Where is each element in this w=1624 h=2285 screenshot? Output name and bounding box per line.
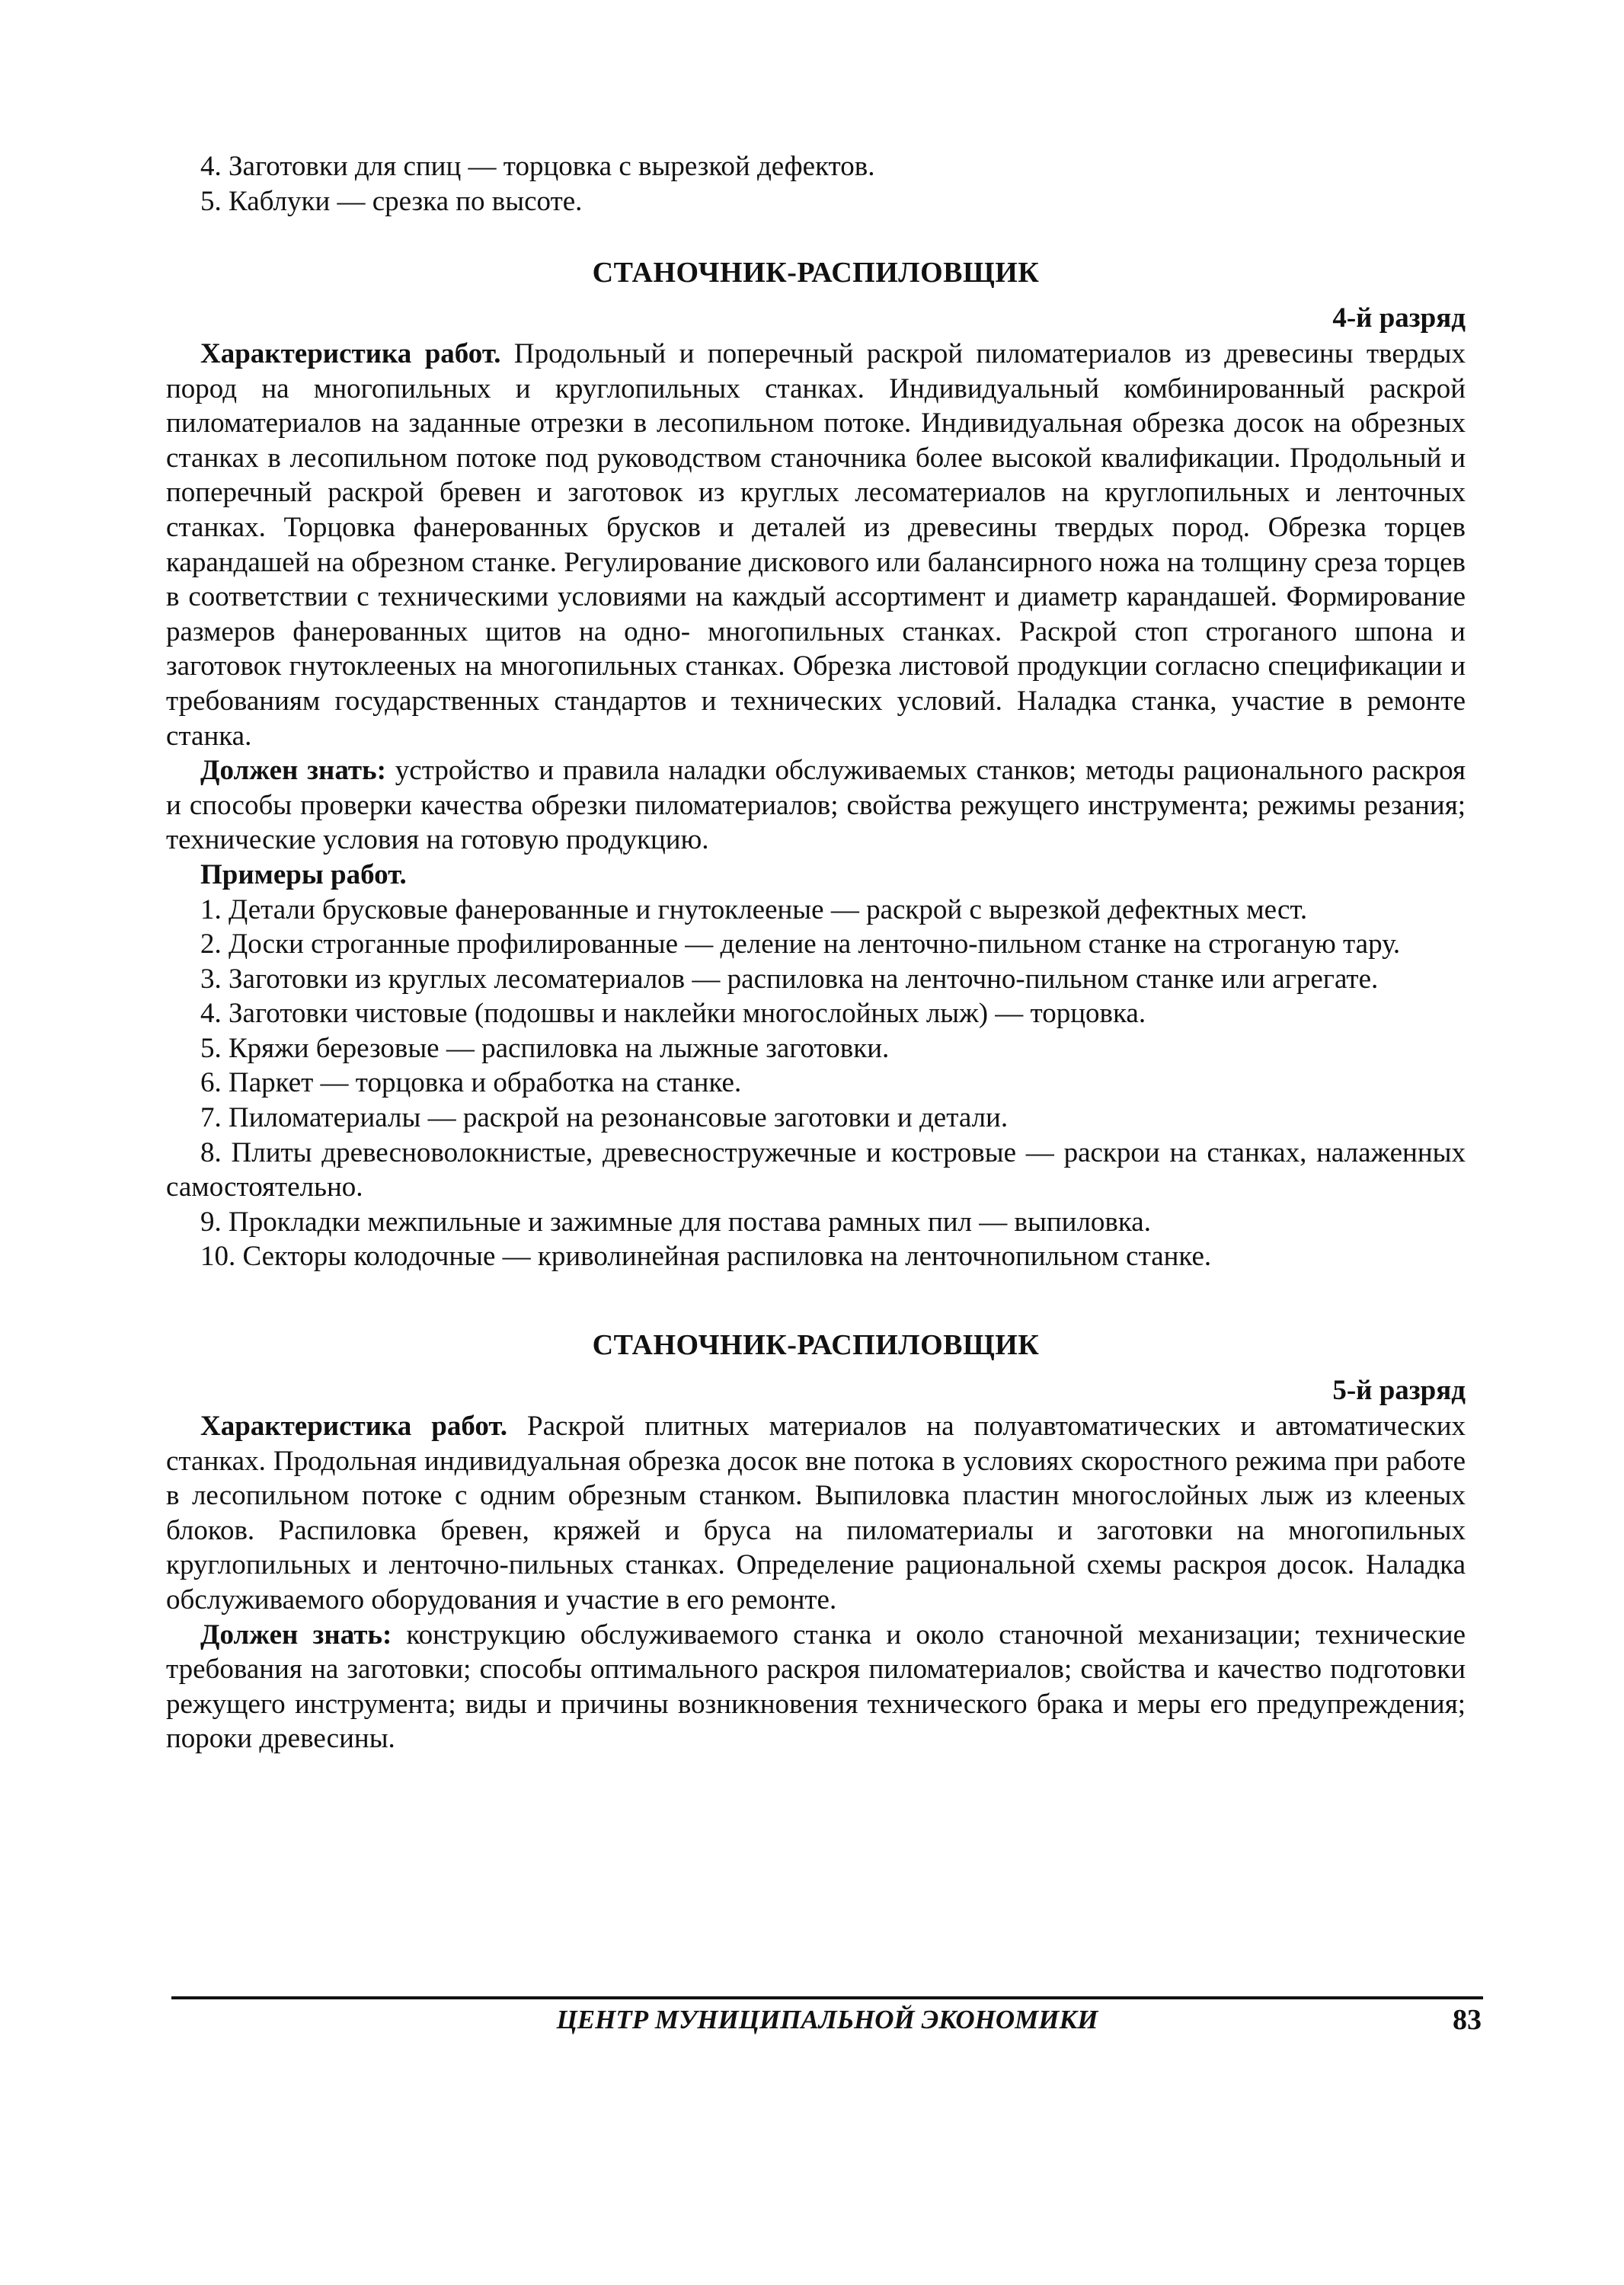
- knowledge-text: конструкцию обслуживаемого станка и около станочной механизации; технические требования на заготовки; способы оптимального раскроя пиломатериалов; свойства и качество подготовки режущего инструмента; виды и причины возникновения технического брака и меры его предупреждения; пороки древесины.: [166, 1619, 1466, 1755]
- characteristics-paragraph: [166, 337, 1466, 753]
- list-item: 3. Заготовки из круглых лесоматериалов — распиловка на ленточно-пильном станке или агрегате.: [200, 963, 1379, 995]
- list-item: 7. Пиломатериалы — раскрой на резонансовые заготовки и детали.: [200, 1102, 1009, 1134]
- characteristics-text: Продольный и поперечный раскрой пиломатериалов из древесины твердых пород на многопильных и круглопильных станках. Индивидуальный комбинированный раскрой пиломатериалов на заданные отрезки в лесопильном потоке. Индивидуальная обрезка досок на обрезных станках в лесопильном потоке под руководством станочника более высокой квалификации. Продольный и поперечный раскрой бревен и заготовок из круглых лесоматериалов на круглопильных и ленточных станках. Торцовка фанерованных брусков и деталей из древесины твердых пород. Обрезка торцев карандашей на обрезном станке. Регулирование дискового или балансирного ножа на толщину среза торцев в соответствии с техническими условиями на каждый ассортимент и диаметр карандашей. Формирование размеров фанерованных щитов на одно- многопильных станках. Раскрой стоп строганого шпона и заготовок гнутоклееных на многопильных станках. Обрезка листовой продукции согласно спецификации и требованиям государственных стандартов и технических условий. Наладка станка, участие в ремонте станка.: [166, 338, 1466, 752]
- list-item: 10. Секторы колодочные — криволинейная распиловка на ленточнопильном станке.: [200, 1241, 1212, 1273]
- knowledge-text: устройство и правила наладки обслуживаемых станков; методы рационального раскроя и способы проверки качества обрезки пиломатериалов; свойства режущего инструмента; режимы резания; технические условия на готовую продукцию.: [166, 755, 1466, 856]
- characteristics-text: Раскрой плитных материалов на полуавтоматических и автоматических станках. Продольная индивидуальная обрезка досок вне потока в условиях скоростного режима при работе в лесопильном потоке с одним обрезным станком. Выпиловка пластин многослойных лыж из клееных блоков. Распиловка бревен, кряжей и бруса на пиломатериалы и заготовки на многопильных круглопильных и ленточно-пильных станках. Определение рациональной схемы раскроя досок. Наладка обслуживаемого оборудования и участие в его ремонте.: [166, 1411, 1466, 1615]
- list-item: 6. Паркет — торцовка и обработка на станке.: [200, 1067, 742, 1099]
- list-item: 4. Заготовки чистовые (подошвы и наклейки многослойных лыж) — торцовка.: [200, 998, 1146, 1030]
- list-item: 1. Детали брусковые фанерованные и гнутоклееные — раскрой с вырезкой дефектных мест.: [200, 893, 1308, 925]
- knowledge-paragraph: [166, 1618, 1466, 1756]
- footer-publisher: ЦЕНТР МУНИЦИПАЛЬНОЙ ЭКОНОМИКИ: [556, 2005, 1098, 2034]
- list-item: 5. Кряжи березовые — распиловка на лыжные заготовки.: [200, 1032, 890, 1064]
- characteristics-paragraph: [166, 1409, 1466, 1618]
- page-number: 83: [1453, 2004, 1482, 2036]
- section-2-body: [166, 1409, 1466, 1756]
- previous-examples-list: [166, 149, 1466, 219]
- list-item: 5. Каблуки — срезка по высоте.: [200, 185, 583, 217]
- knowledge-paragraph: [166, 753, 1466, 858]
- footer-rule: [171, 1996, 1483, 1999]
- knowledge-label: Должен знать:: [200, 755, 386, 787]
- list-item: 2. Доски строганные профилированные — деление на ленточно-пильном станке на строганую тару.: [200, 928, 1401, 960]
- list-item: 9. Прокладки межпильные и зажимные для постава рамных пил — выпиловка.: [200, 1206, 1151, 1238]
- examples-heading: Примеры работ.: [200, 858, 407, 890]
- section-1-body: [166, 337, 1466, 1274]
- section-title-1: СТАНОЧНИК-РАСПИЛОВЩИК: [592, 257, 1040, 289]
- grade-label-2: 5-й разряд: [1332, 1375, 1466, 1406]
- characteristics-label: Характеристика работ.: [200, 1411, 508, 1442]
- list-item: 4. Заготовки для спиц — торцовка с вырезкой дефектов.: [200, 151, 875, 182]
- grade-label-1: 4-й разряд: [1332, 302, 1466, 334]
- knowledge-label: Должен знать:: [200, 1619, 392, 1651]
- examples-list: [166, 893, 1466, 1275]
- section-title-2: СТАНОЧНИК-РАСПИЛОВЩИК: [592, 1329, 1040, 1361]
- characteristics-label: Характеристика работ.: [200, 338, 501, 369]
- list-item: 8. Плиты древесноволокнистые, древесностружечные и костровые — раскрои на станках, налаженных самостоятельно.: [166, 1136, 1466, 1203]
